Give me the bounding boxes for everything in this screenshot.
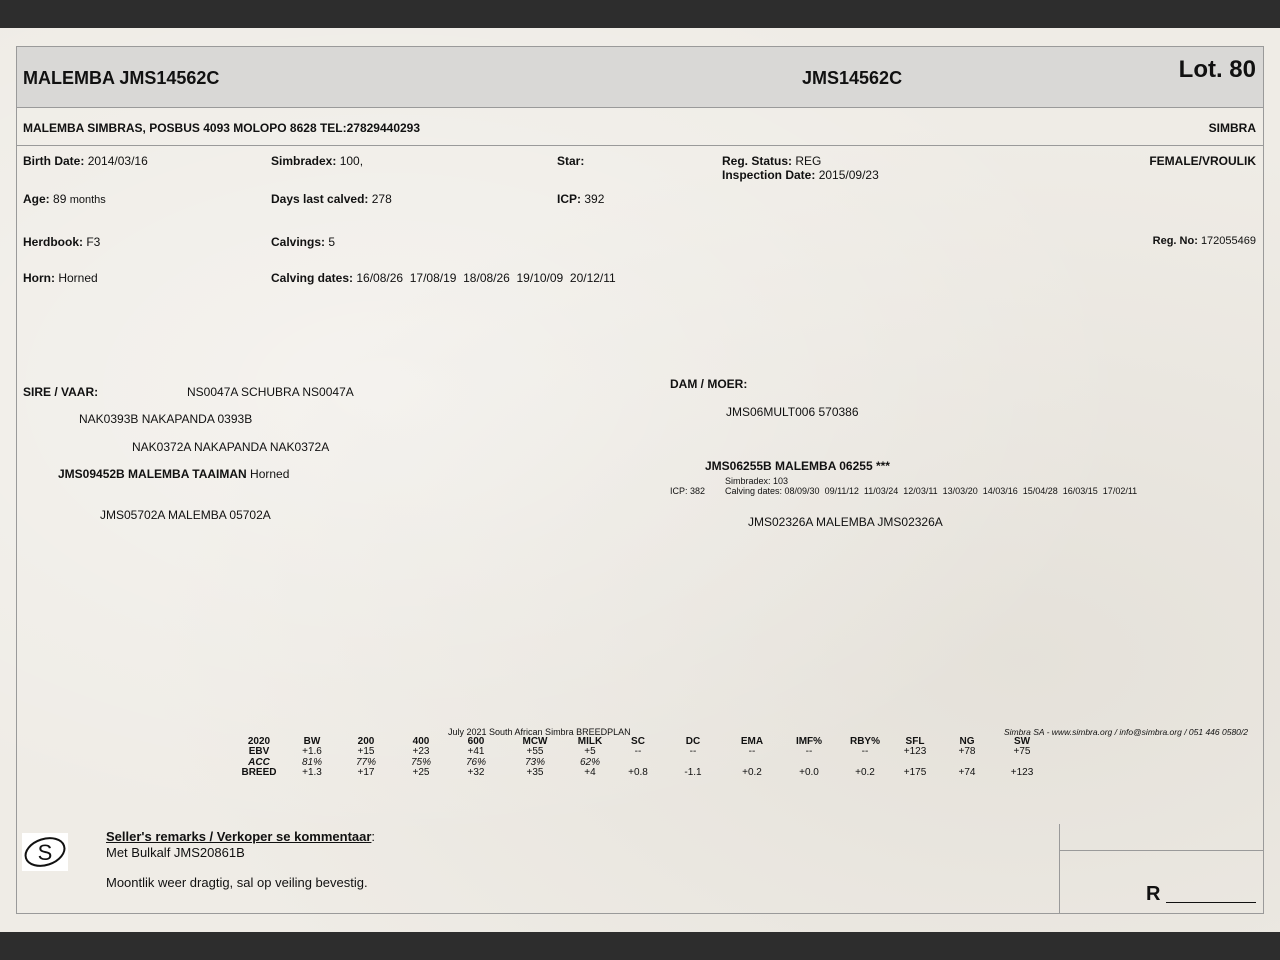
- ebv-header-cell: 200: [357, 736, 375, 747]
- sire-bottom: JMS05702A MALEMBA 05702A: [100, 508, 271, 522]
- ebv-value-cell: --: [689, 746, 697, 757]
- simbra-s-icon: [23, 834, 67, 870]
- ebv-header-cell: BW: [303, 736, 321, 747]
- remarks-title-colon: :: [371, 829, 376, 844]
- ebv-breed-cell: +17: [357, 767, 375, 778]
- days-last-calved-value: 278: [371, 192, 392, 206]
- ebv-value-cell: +123: [903, 746, 927, 757]
- inspection-date: [722, 168, 879, 182]
- herdbook-label: Herdbook:: [23, 235, 83, 249]
- price-label: R: [1146, 883, 1161, 905]
- horn: [23, 271, 98, 285]
- sire-dam-sire: NAK0393B NAKAPANDA 0393B: [79, 412, 253, 426]
- ebv-header-cell: SFL: [905, 736, 925, 747]
- reg-status-label: Reg. Status:: [722, 154, 793, 168]
- ebv-acc-cell: 76%: [465, 757, 486, 768]
- ebv-breed-cell: -1.1: [684, 767, 702, 778]
- ebv-value-cell: +75: [1013, 746, 1031, 757]
- icp-value: 392: [584, 192, 605, 206]
- ebv-header-cell: MILK: [577, 736, 603, 747]
- simbradex-value: 100,: [339, 154, 364, 168]
- sire: [58, 467, 289, 481]
- reg-no: [1153, 235, 1256, 247]
- ebv-header-cell: SW: [1013, 736, 1031, 747]
- ebv-value-cell: +78: [958, 746, 976, 757]
- ebv-breed-cell: BREED: [241, 767, 277, 778]
- ebv-acc-cell: ACC: [248, 757, 270, 768]
- ebv-header-cell: SC: [631, 736, 645, 747]
- ebv-acc-cell: 75%: [410, 757, 431, 768]
- reg-no-value: 172055469: [1200, 235, 1256, 247]
- breed-label: SIMBRA: [1208, 121, 1256, 135]
- calvings: [271, 235, 335, 249]
- ebv-header-cell: 2020: [247, 736, 271, 747]
- ebv-contact: Simbra SA - www.simbra.org / info@simbra.org / 051 446 0580/2: [1003, 727, 1248, 737]
- inspection-date-value: 2015/09/23: [818, 168, 879, 182]
- inspection-date-label: Inspection Date:: [722, 168, 816, 182]
- calvings-value: 5: [328, 235, 336, 249]
- ebv-value-cell: +15: [357, 746, 375, 757]
- ebv-header-cell: 600: [467, 736, 485, 747]
- dam-icp: ICP: 382: [670, 486, 706, 496]
- ebv-header-cell: IMF%: [795, 736, 823, 747]
- birth-date-label: Birth Date:: [23, 154, 85, 168]
- calving-dates-label: Calving dates:: [271, 271, 354, 285]
- ebv-breed-cell: +0.8: [628, 767, 648, 778]
- ebv-acc-cell: 62%: [579, 757, 600, 768]
- calving-dates-value: 16/08/26 17/08/19 18/08/26 19/10/09 20/12/11: [356, 271, 616, 285]
- simbradex: [271, 154, 363, 168]
- remarks-divider: [1060, 850, 1264, 851]
- dam-calving-dates: Calving dates: 08/09/30 09/11/12 11/03/24 12/03/11 13/03/20 14/03/16 15/04/28 16/03/15 17/02/11: [725, 486, 1138, 496]
- ebv-acc-cell: 77%: [355, 757, 376, 768]
- star-label: Star:: [557, 154, 585, 168]
- age: [23, 192, 106, 206]
- ebv-value-cell: +23: [412, 746, 430, 757]
- ebv-value-cell: EBV: [248, 746, 270, 757]
- calvings-label: Calvings:: [271, 235, 326, 249]
- catalogue-sheet: [0, 28, 1280, 932]
- sire-label: SIRE / VAAR:: [23, 385, 99, 399]
- sire-sire: NS0047A SCHUBRA NS0047A: [187, 385, 354, 399]
- ebv-value-cell: --: [861, 746, 869, 757]
- ebv-breed-cell: +0.2: [855, 767, 875, 778]
- dam-label: DAM / MOER:: [670, 377, 748, 391]
- dam-bottom: JMS02326A MALEMBA JMS02326A: [748, 515, 943, 529]
- ebv-breed-cell: +74: [958, 767, 976, 778]
- ebv-breed-cell: +25: [412, 767, 430, 778]
- animal-reg-code: JMS14562C: [802, 68, 903, 88]
- reg-status: [722, 154, 821, 168]
- lot-number: Lot. 80: [1178, 56, 1256, 83]
- ebv-header-cell: MCW: [522, 736, 548, 747]
- days-last-calved-label: Days last calved:: [271, 192, 369, 206]
- reg-status-value: REG: [795, 154, 822, 168]
- ebv-acc-cell: 73%: [524, 757, 545, 768]
- ebv-breed-cell: +32: [467, 767, 485, 778]
- animal-name: MALEMBA JMS14562C: [23, 68, 220, 88]
- days-last-calved: [271, 192, 392, 206]
- dam-sire: JMS06MULT006 570386: [726, 405, 859, 419]
- sire-name: JMS09452B MALEMBA TAAIMAN: [58, 467, 247, 481]
- dam-simbradex: Simbradex: 103: [725, 476, 789, 486]
- ebv-value-cell: +55: [526, 746, 544, 757]
- star: [557, 154, 584, 168]
- age-unit: months: [69, 194, 106, 206]
- birth-date: [23, 154, 148, 168]
- ebv-header-cell: 400: [412, 736, 430, 747]
- sire-dam: NAK0372A NAKAPANDA NAK0372A: [132, 440, 330, 454]
- birth-date-value: 2014/03/16: [87, 154, 148, 168]
- simbra-logo: [22, 833, 68, 871]
- ebv-value-cell: +1.6: [302, 746, 322, 757]
- ebv-breed-cell: +4: [584, 767, 596, 778]
- ebv-value-cell: --: [634, 746, 642, 757]
- ebv-caption: July 2021 South African Simbra BREEDPLAN: [448, 727, 631, 737]
- ebv-breed-cell: +35: [526, 767, 544, 778]
- remarks-title: [106, 829, 375, 844]
- svg-text:S: S: [37, 840, 53, 865]
- ebv-breed-cell: +0.0: [799, 767, 819, 778]
- age-label: Age:: [23, 192, 50, 206]
- ebv-value-cell: +41: [467, 746, 485, 757]
- ebv-acc-cell: 81%: [301, 757, 322, 768]
- icp: [557, 192, 604, 206]
- age-value: 89: [53, 192, 67, 206]
- sex-label: FEMALE/VROULIK: [1149, 154, 1256, 168]
- ebv-breed-cell: +123: [1010, 767, 1034, 778]
- reg-no-label: Reg. No:: [1152, 235, 1198, 247]
- herdbook: [23, 235, 100, 249]
- ebv-value-cell: --: [805, 746, 813, 757]
- ebv-value-cell: --: [748, 746, 756, 757]
- ebv-header-cell: DC: [685, 736, 701, 747]
- horn-value: Horned: [58, 271, 98, 285]
- remarks-line-2: Moontlik weer dragtig, sal op veiling bevestig.: [106, 875, 368, 890]
- sire-horn: Horned: [250, 467, 290, 481]
- ebv-value-cell: +5: [584, 746, 596, 757]
- ebv-breed-cell: +0.2: [742, 767, 762, 778]
- remarks-line-1: Met Bulkalf JMS20861B: [106, 845, 245, 860]
- herdbook-value: F3: [86, 235, 101, 249]
- ebv-breed-cell: +175: [903, 767, 927, 778]
- price-field[interactable]: [1166, 902, 1256, 903]
- ebv-header-cell: NG: [959, 736, 975, 747]
- horn-label: Horn:: [23, 271, 55, 285]
- owner-line: MALEMBA SIMBRAS, POSBUS 4093 MOLOPO 8628 TEL:27829440293: [23, 121, 421, 135]
- calving-dates: [271, 271, 616, 285]
- ebv-breed-cell: +1.3: [302, 767, 322, 778]
- ebv-header-cell: EMA: [740, 736, 764, 747]
- remarks-title-text: Seller's remarks / Verkoper se kommentaar: [106, 829, 372, 844]
- simbradex-label: Simbradex:: [271, 154, 337, 168]
- icp-label: ICP:: [557, 192, 581, 206]
- dam-name: JMS06255B MALEMBA 06255 ***: [705, 459, 890, 473]
- ebv-header-cell: RBY%: [849, 736, 880, 747]
